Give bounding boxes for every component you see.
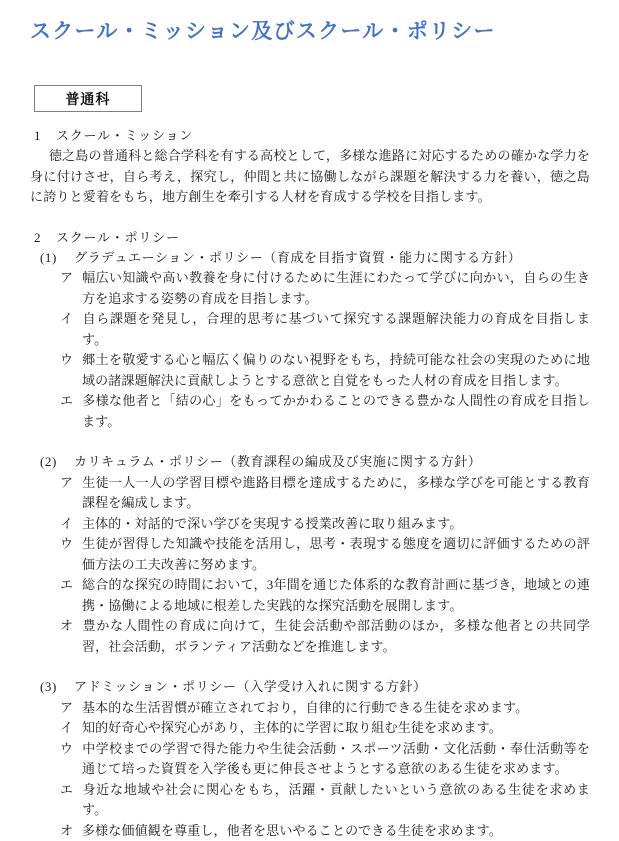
department-box xyxy=(34,85,142,112)
list-item xyxy=(60,350,590,391)
section-school-mission xyxy=(0,126,619,208)
list-item xyxy=(60,718,590,739)
section-school-policy xyxy=(0,228,619,841)
subsection-curriculum-policy xyxy=(0,452,619,657)
subsection-3-heading xyxy=(40,677,619,698)
subsection-1-heading xyxy=(40,248,619,269)
list-item xyxy=(60,268,590,309)
item-text: 総合的な探究の時間において，3年間を通じた体系的な教育計画に基づき，地域との連携・協働による地域に根差した実践的な探究活動を展開します。 xyxy=(82,577,590,613)
item-marker: イ xyxy=(60,514,82,535)
item-marker: イ xyxy=(60,309,82,330)
subsection-1-title: グラデュエーション・ポリシー（育成を目指す資質・能力に関する方針） xyxy=(74,250,521,265)
item-marker: エ xyxy=(60,391,82,412)
section-2-number: 2 xyxy=(34,228,56,248)
list-item xyxy=(60,780,590,821)
item-text: 生徒一人一人の学習目標や進路目標を達成するために，多様な学びを可能とする教育課程を編成します。 xyxy=(82,475,590,511)
list-item xyxy=(60,698,590,719)
section-1-body: 徳之島の普通科と総合学科を有する高校として，多様な進路に対応するための確かな学力を身に付けさせ，自ら考え，探究し，仲間と共に協働しながら課題を解決する力を養い，徳之島に誇りと愛着をもち，地方創生を牽引する人材を育成する学校を目指します。 xyxy=(30,146,590,208)
page-title: スクール・ミッション及びスクール・ポリシー xyxy=(30,18,496,45)
section-2-heading xyxy=(34,228,619,248)
subsection-2-heading xyxy=(40,452,619,473)
item-marker: オ xyxy=(60,821,82,841)
spacer xyxy=(0,657,619,677)
subsection-3-number: (3) xyxy=(40,677,74,698)
item-text: 基本的な生活習慣が確立されており，自律的に行動できる生徒を求めます。 xyxy=(82,700,528,715)
item-text: 知的好奇心や探究心があり，主体的に学習に取り組む生徒を求めます。 xyxy=(82,720,502,735)
section-2-title: スクール・ポリシー xyxy=(56,230,180,245)
item-marker: エ xyxy=(60,575,82,596)
item-marker: エ xyxy=(60,780,82,801)
list-item xyxy=(60,616,590,657)
item-marker: ウ xyxy=(60,534,82,555)
department-label: 普通科 xyxy=(65,89,110,109)
item-marker: ウ xyxy=(60,739,82,760)
item-text: 豊かな人間性の育成に向けて，生徒会活動や部活動のほか，多様な他者との共同学習，社会活動，ボランティア活動などを推進します。 xyxy=(82,618,590,654)
item-text: 中学校までの学習で得た能力や生徒会活動・スポーツ活動・文化活動・奉仕活動等を通じて培った資質を入学後も更に伸長させようとする意欲のある生徒を求めます。 xyxy=(82,741,590,777)
spacer xyxy=(0,208,619,228)
item-marker: ア xyxy=(60,473,82,494)
spacer xyxy=(0,432,619,452)
item-text: 多様な価値観を尊重し，他者を思いやることのできる生徒を求めます。 xyxy=(82,823,502,838)
item-marker: ウ xyxy=(60,350,82,371)
section-1-heading xyxy=(34,126,619,146)
section-1-number: 1 xyxy=(34,126,56,146)
item-marker: イ xyxy=(60,718,82,739)
subsection-3-title: アドミッション・ポリシー（入学受け入れに関する方針） xyxy=(74,679,427,694)
item-text: 主体的・対話的で深い学びを実現する授業改善に取り組みます。 xyxy=(82,516,462,531)
item-text: 幅広い知識や高い教養を身に付けるために生涯にわたって学びに向かい，自らの生き方を追求する姿勢の育成を目指します。 xyxy=(82,270,590,306)
item-text: 多様な他者と「結の心」をもってかかわることのできる豊かな人間性の育成を目指します。 xyxy=(82,393,590,429)
subsection-1-number: (1) xyxy=(40,248,74,269)
list-item xyxy=(60,514,590,535)
item-marker: オ xyxy=(60,616,82,637)
item-text: 郷土を敬愛する心と幅広く偏りのない視野をもち，持続可能な社会の実現のために地域の諸課題解決に貢献しようとする意欲と自覚をもった人材の育成を目指します。 xyxy=(82,352,590,388)
list-item xyxy=(60,575,590,616)
subsection-2-number: (2) xyxy=(40,452,74,473)
item-text: 生徒が習得した知識や技能を活用し，思考・表現する態度を適切に評価するための評価方法の工夫改善に努めます。 xyxy=(82,536,590,572)
list-item xyxy=(60,534,590,575)
subsection-graduation-policy xyxy=(0,248,619,433)
item-marker: ア xyxy=(60,698,82,719)
item-text: 身近な地域や社会に関心をもち，活躍・貢献したいという意欲のある生徒を求めます。 xyxy=(82,782,590,818)
list-item xyxy=(60,391,590,432)
list-item xyxy=(60,309,590,350)
item-marker: ア xyxy=(60,268,82,289)
subsection-2-title: カリキュラム・ポリシー（教育課程の編成及び実施に関する方針） xyxy=(74,454,481,469)
list-item xyxy=(60,821,590,841)
list-item xyxy=(60,473,590,514)
document-body xyxy=(0,126,619,841)
list-item xyxy=(60,739,590,780)
subsection-admission-policy xyxy=(0,677,619,841)
item-text: 自ら課題を発見し，合理的思考に基づいて探究する課題解決能力の育成を目指します。 xyxy=(82,311,590,347)
section-1-title: スクール・ミッション xyxy=(56,128,193,143)
